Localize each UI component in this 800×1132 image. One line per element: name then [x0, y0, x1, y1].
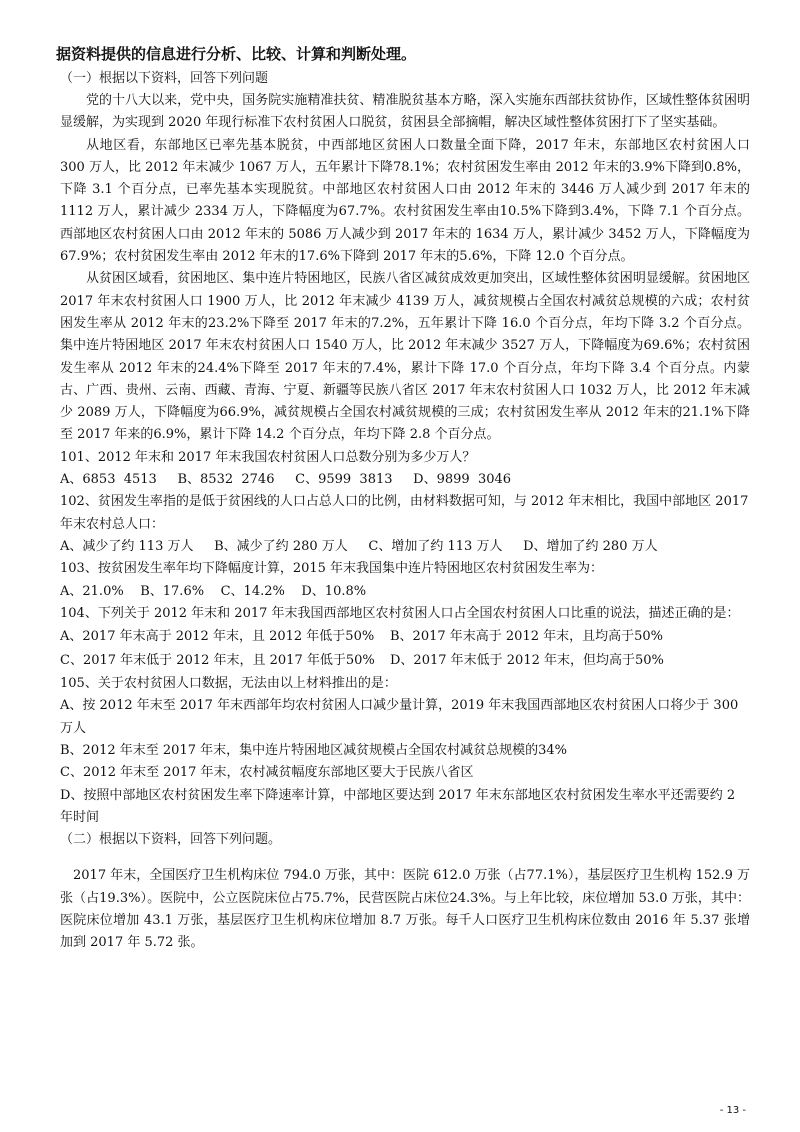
option-a: A、按 2012 年末至 2017 年末西部年均农村贫困人口减少量计算，2019 年末我国西部地区农村贫困人口将少于 300 万人: [60, 698, 739, 736]
question-stem: 101、2012 年末和 2017 年末我国农村贫困人口总数分别为多少万人？: [60, 449, 476, 465]
option-d: D、按照中部地区农村贫困发生率下降速率计算，中部地区要达到 2017 年末东部地区农村贫困发生率水平还需要约 2 年时间: [60, 787, 736, 825]
option-c: C、2017 年末低于 2012 年末，且 2017 年低于50%: [60, 653, 375, 669]
question-stem: 102、贫困发生率指的是低于贫困线的人口占总人口的比例，由材料数据可知，与 2012 年末相比，我国中部地区 2017 年末农村总人口：: [60, 494, 749, 532]
option-b: B、2017 年末高于 2012 年末，且均高于50%: [390, 629, 664, 645]
page-number: - 13 -: [719, 1105, 746, 1116]
section2-title: （二）根据以下资料，回答下列问题。: [60, 832, 282, 848]
question-103: [60, 558, 750, 603]
question-options: A、6853 4513 B、8532 2746 C、9599 3813 D、9899 3046: [60, 472, 512, 488]
section2-paragraph-1: 2017 年末，全国医疗卫生机构床位 794.0 万张，其中：医院 612.0 万张（占77.1%），基层医疗卫生机构 152.9 万张（占19.3%）。医院中，公立医院床位占75.7%，民营医院占床位24.3%。与上年比较，床位增加 53.0 万张，其中：医院床位增加 43.1 万张，基层医疗卫生机构床位增加 8.7 万张。每千人口医疗卫生机构床位数由 2016 年 5.37 张增加到 2017 年 5.72 张。: [60, 868, 750, 951]
question-stem: 103、按贫困发生率年均下降幅度计算，2015 年末我国集中连片特困地区农村贫困发生率为：: [60, 561, 604, 577]
section1-title: （一）根据以下资料，回答下列问题: [60, 71, 269, 86]
question-options: A、21.0% B、17.6% C、14.2% D、10.8%: [60, 583, 367, 599]
instruction-heading: 据资料提供的信息进行分析、比较、计算和判断处理。: [56, 45, 417, 63]
question-stem: 105、关于农村贫困人口数据，无法由以上材料推出的是：: [60, 676, 397, 692]
question-options: A、减少了约 113 万人 B、减少了约 280 万人 C、增加了约 113 万人 D、增加了约 280 万人: [60, 538, 658, 554]
option-b: B、2012 年末至 2017 年末，集中连片特困地区减贫规模占全国农村减贫总规模的34%: [60, 743, 568, 759]
option-c: C、2012 年末至 2017 年末，农村减贫幅度东部地区要大于民族八省区: [60, 765, 474, 781]
section1-paragraph-1: 党的十八大以来，党中央，国务院实施精准扶贫、精准脱贫基本方略，深入实施东西部扶贫协作，区域性整体贫困明显缓解，为实现到 2020 年现行标准下农村贫困人口脱贫，贫困县全部摘帽，解决区域性整体贫困打下了坚实基础。: [60, 93, 750, 131]
question-102: [60, 491, 750, 558]
option-d: D、2017 年末低于 2012 年末，但均高于50%: [390, 653, 664, 669]
option-a: A、2017 年末高于 2012 年末，且 2012 年低于50%: [60, 629, 375, 645]
section1-paragraph-3: 从贫困区域看，贫困地区、集中连片特困地区，民族八省区减贫成效更加突出，区域性整体贫困明显缓解。贫困地区 2017 年末农村贫困人口 1900 万人，比 2012 年末减少 4139 万人，减贫规模占全国农村减贫总规模的六成；农村贫困发生率从 2012 年末的23.2%下降至 2017 年末的7.2%，五年累计下降 16.0 个百分点，年均下降 3.2 个百分点。集中连片特困地区 2017 年末农村贫困人口 1540 万人，比 2012 年末减少 3527 万人，下降幅度为69.6%；农村贫困发生率从 2012 年末的24.4%下降至 2017 年末的7.4%，累计下降 17.0 个百分点，年均下降 3.4 个百分点。内蒙古、广西、贵州、云南、西藏、青海、宁夏、新疆等民族八省区 2017 年末农村贫困人口 1032 万人，比 2012 年末减少 2089 万人，下降幅度为66.9%，减贫规模占全国农村减贫规模的三成；农村贫困发生率从 2012 年末的21.1%下降至 2017 年来的6.9%，累计下降 14.2 个百分点，年均下降 2.8 个百分点。: [60, 271, 750, 443]
question-105: [60, 673, 750, 829]
question-stem: 104、下列关于 2012 年末和 2017 年末我国西部地区农村贫困人口占全国农村贫困人口比重的说法，描述正确的是：: [60, 605, 740, 621]
question-101: [60, 447, 750, 492]
section1-paragraph-2: 从地区看，东部地区已率先基本脱贫，中西部地区贫困人口数量全面下降，2017 年末，东部地区农村贫困人口 300 万人，比 2012 年末减少 1067 万人，五年累计下降78.1%；农村贫困发生率由 2012 年末的3.9%下降到0.8%，下降 3.1 个百分点，已率先基本实现脱贫。中部地区农村贫困人口由 2012 年末的 3446 万人减少到 2017 年末的 1112 万人，累计减少 2334 万人，下降幅度为67.7%。农村贫困发生率由10.5%下降到3.4%，下降 7.1 个百分点。西部地区农村贫困人口由 2012 年末的 5086 万人减少到 2017 年末的 1634 万人，累计减少 3452 万人，下降幅度为67.9%；农村贫困发生率由 2012 年末的17.6%下降到 2017 年末的5.6%，下降 12.0 个百分点。: [60, 137, 750, 265]
question-104: [60, 603, 750, 673]
question-options: [60, 625, 750, 673]
document-page: [56, 44, 750, 954]
